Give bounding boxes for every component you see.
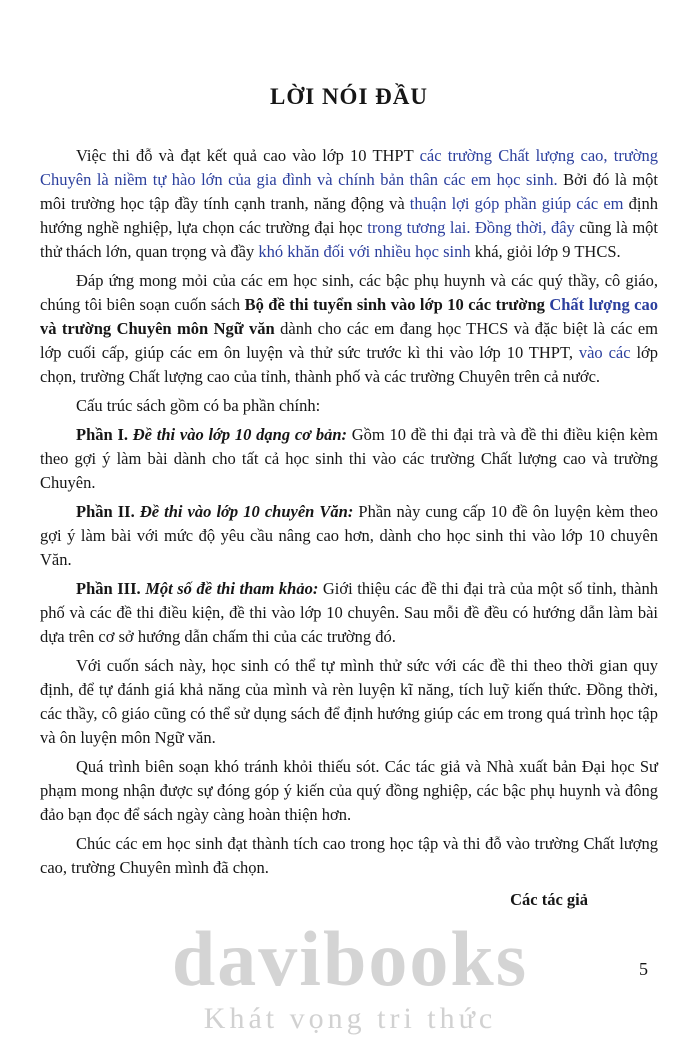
text-segment: Bởi đó là một môi trường học tập đầy tính cạnh tranh, năng động và xyxy=(40,170,658,213)
text-segment: Giới thiệu các đề thi đại trà của một số tỉnh, thành phố và các đề thi điều kiện, đề thi vào lớp 10 chuyên. Sau mỗi đề đều có hướng dẫn làm bài dựa trên cơ sở hướng dẫn chấm thi của các trường đó. xyxy=(40,579,658,646)
text-segment: vào các xyxy=(578,343,631,362)
paragraph xyxy=(40,144,658,264)
paragraph xyxy=(40,500,658,572)
text-segment: các trường Chất lượng cao, trường Chuyên là niềm tự hào lớn của gia đình và chính bản thân các em học sinh. xyxy=(40,146,658,189)
paragraph xyxy=(40,577,658,649)
text-segment: Bộ đề thi tuyển sinh vào lớp 10 các trường xyxy=(244,295,550,314)
paragraph xyxy=(40,269,658,389)
text-segment: Đáp ứng mong mỏi của các em học sinh, các bậc phụ huynh và các quý thầy, cô giáo, chúng tôi biên soạn cuốn sách xyxy=(40,271,658,314)
author-signature: Các tác giả xyxy=(510,890,588,909)
text-segment: Với cuốn sách này, học sinh có thể tự mình thử sức với các đề thi theo thời gian quy định, để tự đánh giá khả năng của mình và rèn luyện kĩ năng, tích luỹ kiến thức. Đồng thời, các thầy, cô giáo cũng có thể sử dụng sách để định hướng giúp các em trong quá trình học tập và ôn luyện môn Ngữ văn. xyxy=(40,656,658,747)
body-paragraphs xyxy=(40,144,658,880)
watermark-slogan: Khát vọng tri thức xyxy=(203,1002,497,1035)
text-segment: Gồm 10 đề thi đại trà và đề thi điều kiện kèm theo gợi ý làm bài dành cho tất cả học sinh thi vào các trường Chất lượng cao và trường Chuyên. xyxy=(40,425,659,492)
text-segment: Chất lượng cao xyxy=(549,295,658,314)
paragraph xyxy=(40,755,658,827)
page-title: LỜI NÓI ĐẦU xyxy=(270,84,428,109)
text-segment: Cấu trúc sách gồm có ba phần chính: xyxy=(76,396,321,415)
text-segment: cũng là một thử thách lớn, quan trọng và đầy xyxy=(40,218,658,261)
text-segment: Chúc các em học sinh đạt thành tích cao trong học tập và thi đỗ vào trường Chất lượng cao, trường Chuyên mình đã chọn. xyxy=(40,834,658,877)
text-segment: Việc thi đỗ và đạt kết quả cao vào lớp 10 THPT xyxy=(76,146,420,165)
paragraph xyxy=(40,654,658,750)
text-segment: lớp chọn, trường Chất lượng cao của tỉnh, thành phố và các trường Chuyên trên cả nước. xyxy=(40,343,659,386)
text-segment: Đề thi vào lớp 10 dạng cơ bản: xyxy=(132,425,352,444)
text-segment: và trường Chuyên môn Ngữ văn xyxy=(40,319,275,338)
watermark-brand: davibooks xyxy=(171,915,529,1002)
text-segment: Đề thi vào lớp 10 chuyên Văn: xyxy=(139,502,359,521)
text-segment: thuận lợi góp phần giúp các em xyxy=(409,194,624,213)
watermark xyxy=(171,915,529,1035)
text-segment: Quá trình biên soạn khó tránh khỏi thiếu sót. Các tác giả và Nhà xuất bản Đại học Sư phạm mong nhận được sự đóng góp ý kiến của quý đồng nghiệp, các bậc phụ huynh và đông đảo bạn đọc để sách ngày càng hoàn thiện hơn. xyxy=(40,757,658,824)
text-segment: Phần II. xyxy=(76,502,140,521)
paragraph xyxy=(40,423,658,495)
paragraph xyxy=(40,832,658,880)
text-segment: dành cho các em đang học THCS và đặc biệt là các em lớp cuối cấp, giúp các em ôn luyện và thử sức trước kì thi vào lớp 10 THPT, xyxy=(40,319,658,362)
text-segment: khó khăn đối với nhiều học sinh xyxy=(258,242,471,261)
text-segment: Một số đề thi tham khảo: xyxy=(145,579,323,598)
text-segment: định hướng nghề nghiệp, lựa chọn các trường đại học xyxy=(40,194,658,237)
page-number: 5 xyxy=(639,959,648,979)
text-segment: khá, giỏi lớp 9 THCS. xyxy=(470,242,621,261)
text-segment: Phần III. xyxy=(76,579,146,598)
paragraph xyxy=(40,394,658,418)
text-segment: trong tương lai. Đồng thời, đây xyxy=(367,218,575,237)
text-segment: Phần này cung cấp 10 đề ôn luyện kèm theo gợi ý làm bài với mức độ yêu cầu nâng cao hơn, dành cho học sinh thi vào lớp 10 chuyên Văn. xyxy=(40,502,658,569)
text-segment: Phần I. xyxy=(76,425,133,444)
